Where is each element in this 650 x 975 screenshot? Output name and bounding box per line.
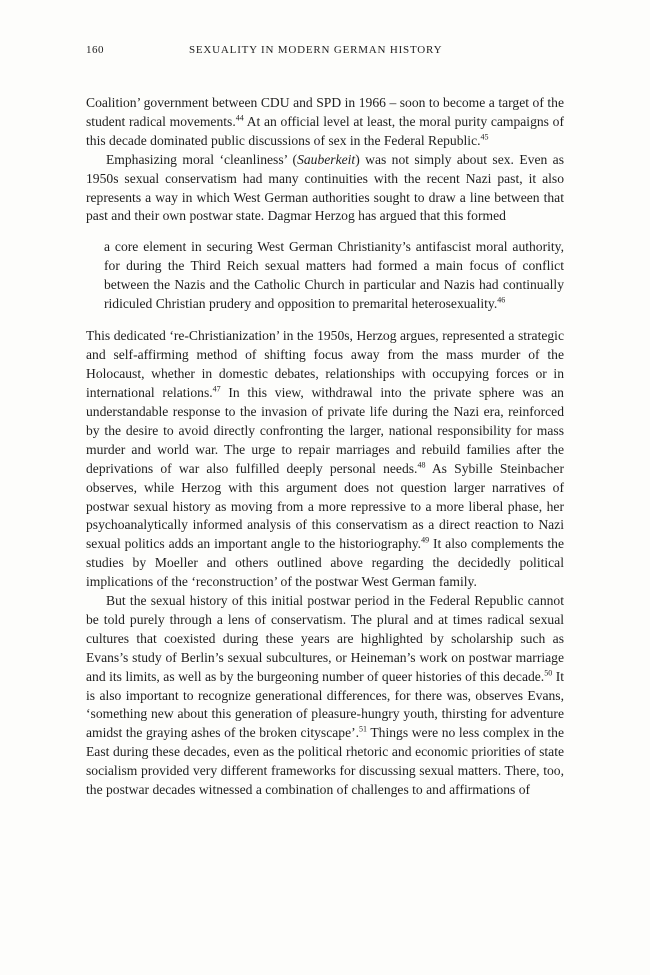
text-run: ) was not simply about sex. Even as 1950s sexual conservatism had many continuities with the recent Nazi past, it also represents a way in which West German authorities sought to draw a line between that past and their own postwar state. Dagmar Herzog has argued that this formed [86,151,564,224]
footnote-ref-50: 50 [544,668,553,678]
footnote-ref-46: 46 [497,295,506,305]
text-run: At an official level at least, the moral purity campaigns of this decade dominated public discussions of sex in the Federal Republic. [86,113,564,148]
page-number: 160 [86,44,104,56]
paragraph-3 [86,327,564,592]
running-title: SEXUALITY IN MODERN GERMAN HISTORY [189,44,443,56]
text-run: Coalition’ government between CDU and SPD in 1966 – soon to become a target of the student radical movements. [86,95,564,129]
footnote-ref-49: 49 [421,535,430,545]
footnote-ref-45: 45 [480,132,489,142]
footnote-ref-44: 44 [235,113,244,123]
paragraph-1 [86,94,564,151]
text-run: As Sybille Steinbacher observes, while Herzog with this argument does not question larger narratives of postwar sexual history as moving from a more repressive to a more liberal phase, her psychoanalytically informed analysis of this conservatism as a direct reaction to Nazi sexual politics adds an important angle to the historiography. [86,460,564,552]
paragraph-4 [86,592,564,800]
text-run: But the sexual history of this initial postwar period in the Federal Republic cannot be told purely through a lens of conservatism. The plural and at times radical sexual cultures that coexisted during these years are highlighted by scholarship such as Evans’s study of Berlin’s sexual subcultures, or Heineman’s work on postwar marriage and its limits, as well as by the burgeoning number of queer histories of this decade. [86,593,564,684]
text-run: This dedicated ‘re-Christianization’ in the 1950s, Herzog argues, represented a strategic and self-affirming method of shifting focus away from the mass murder of the Holocaust, whether in domestic debates, relationships with occupying forces or in international relations. [86,328,564,401]
italic-term: Sauberkeit [297,151,356,167]
text-run: Things were no less complex in the East during these decades, even as the political rhetoric and economic priorities of state socialism provided very different frameworks for discussing sexual matters. There, too, the postwar decades witnessed a combination of challenges to and affirmations of [86,725,564,798]
footnote-ref-48: 48 [417,460,426,470]
body-text [86,94,564,800]
paragraph-2 [86,151,564,227]
footnote-ref-51: 51 [359,724,368,734]
quote-text: a core element in securing West German Christianity’s antifascist moral authority, for during the Third Reich sexual matters had formed a main focus of conflict between the Nazis and the Catholic Church in particular and Nazis had continually ridiculed Christian prudery and opposition to premarital heterosexuality. [104,239,564,312]
text-run: In this view, withdrawal into the private sphere was an understandable response to the invasion of private life during the Nazi era, reinforced by the desire to avoid directly confronting the larger, national responsibility for mass murder and world war. The urge to repair marriages and rebuild families after the deprivations of war also fulfilled deeply personal needs. [86,385,564,476]
text-run: Emphasizing moral ‘cleanliness’ ( [106,151,298,167]
block-quote [104,237,564,313]
footnote-ref-47: 47 [212,384,221,394]
text-run: It also complements the studies by Moeller and others outlined above regarding the decidedly political implications of the ‘reconstruction’ of the postwar West German family. [86,536,564,590]
text-run: It is also important to recognize generational differences, for there was, observes Evans, ‘something new about this generation of pleasure-hungry youth, thirsting for adventure amidst the graying ashes of the broken cityscape’. [86,668,565,741]
